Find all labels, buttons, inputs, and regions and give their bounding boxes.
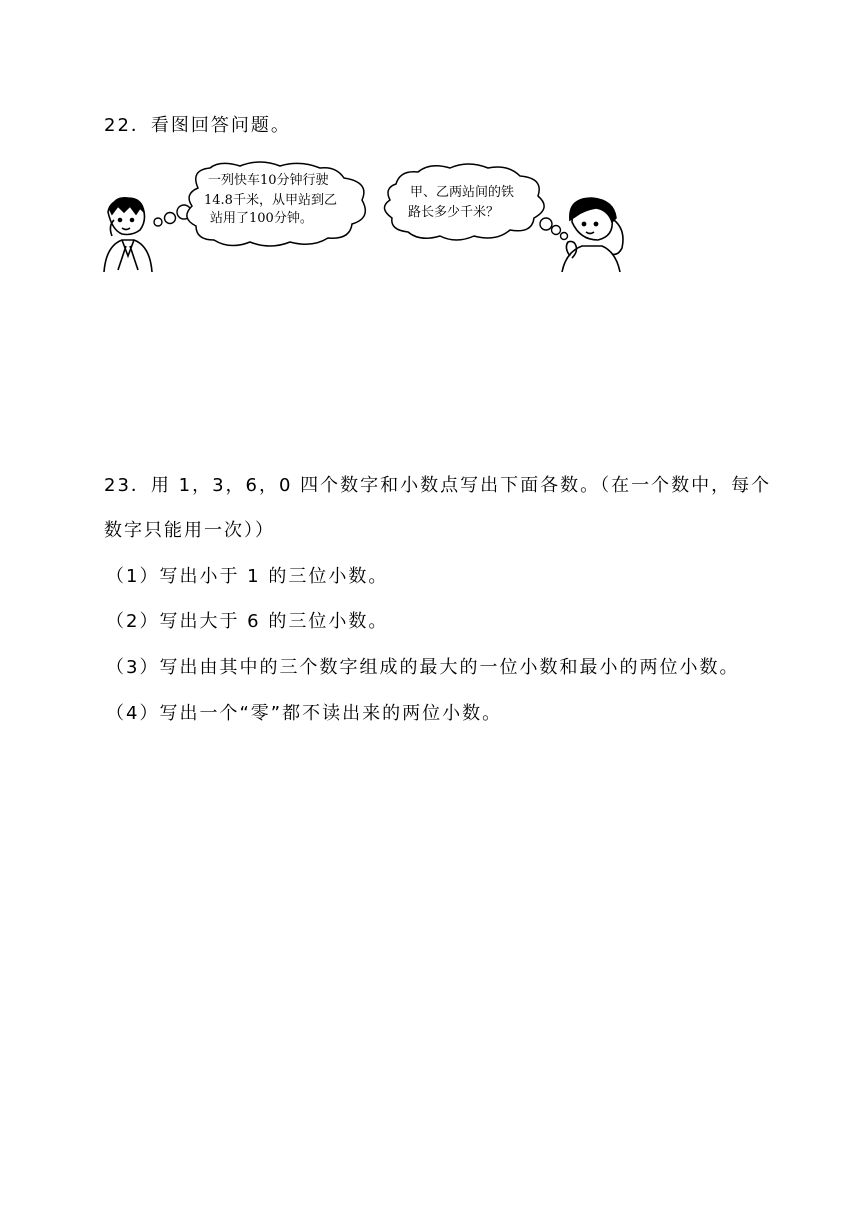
right-thought-bubble [384, 164, 544, 240]
question-23-item-4: （4）写出一个“零”都不读出来的两位小数。 [106, 703, 503, 724]
question-23-item-3: （3）写出由其中的三个数字组成的最大的一位小数和最小的两位小数。 [106, 657, 740, 678]
question-22-title: 22．看图回答问题。 [104, 115, 291, 136]
illustration-boy-girl-thought-bubbles [100, 160, 640, 280]
right-bubble-line-1: 甲、乙两站间的铁 [410, 185, 515, 200]
left-bubble-line-2: 14.8千米，从甲站到乙 [204, 193, 337, 208]
question-23-item-2: （2）写出大于 6 的三位小数。 [106, 611, 389, 632]
question-23-title-line-2: 数字只能用一次）） [104, 520, 275, 541]
right-bubble-line-2: 路长多少千米？ [408, 205, 500, 220]
right-bubble-trail [540, 218, 568, 240]
question-23-title-line-1: 23．用 1，3，6，0 四个数字和小数点写出下面各数。（在一个数中，每个 [104, 475, 772, 496]
girl-figure [562, 198, 623, 272]
question-23-item-1: （1）写出小于 1 的三位小数。 [106, 566, 389, 587]
left-bubble-line-3: 站用了100分钟。 [210, 211, 313, 226]
left-bubble-line-1: 一列快车10分钟行驶 [208, 173, 329, 188]
boy-figure [104, 198, 152, 272]
left-bubble-trail [154, 205, 191, 226]
